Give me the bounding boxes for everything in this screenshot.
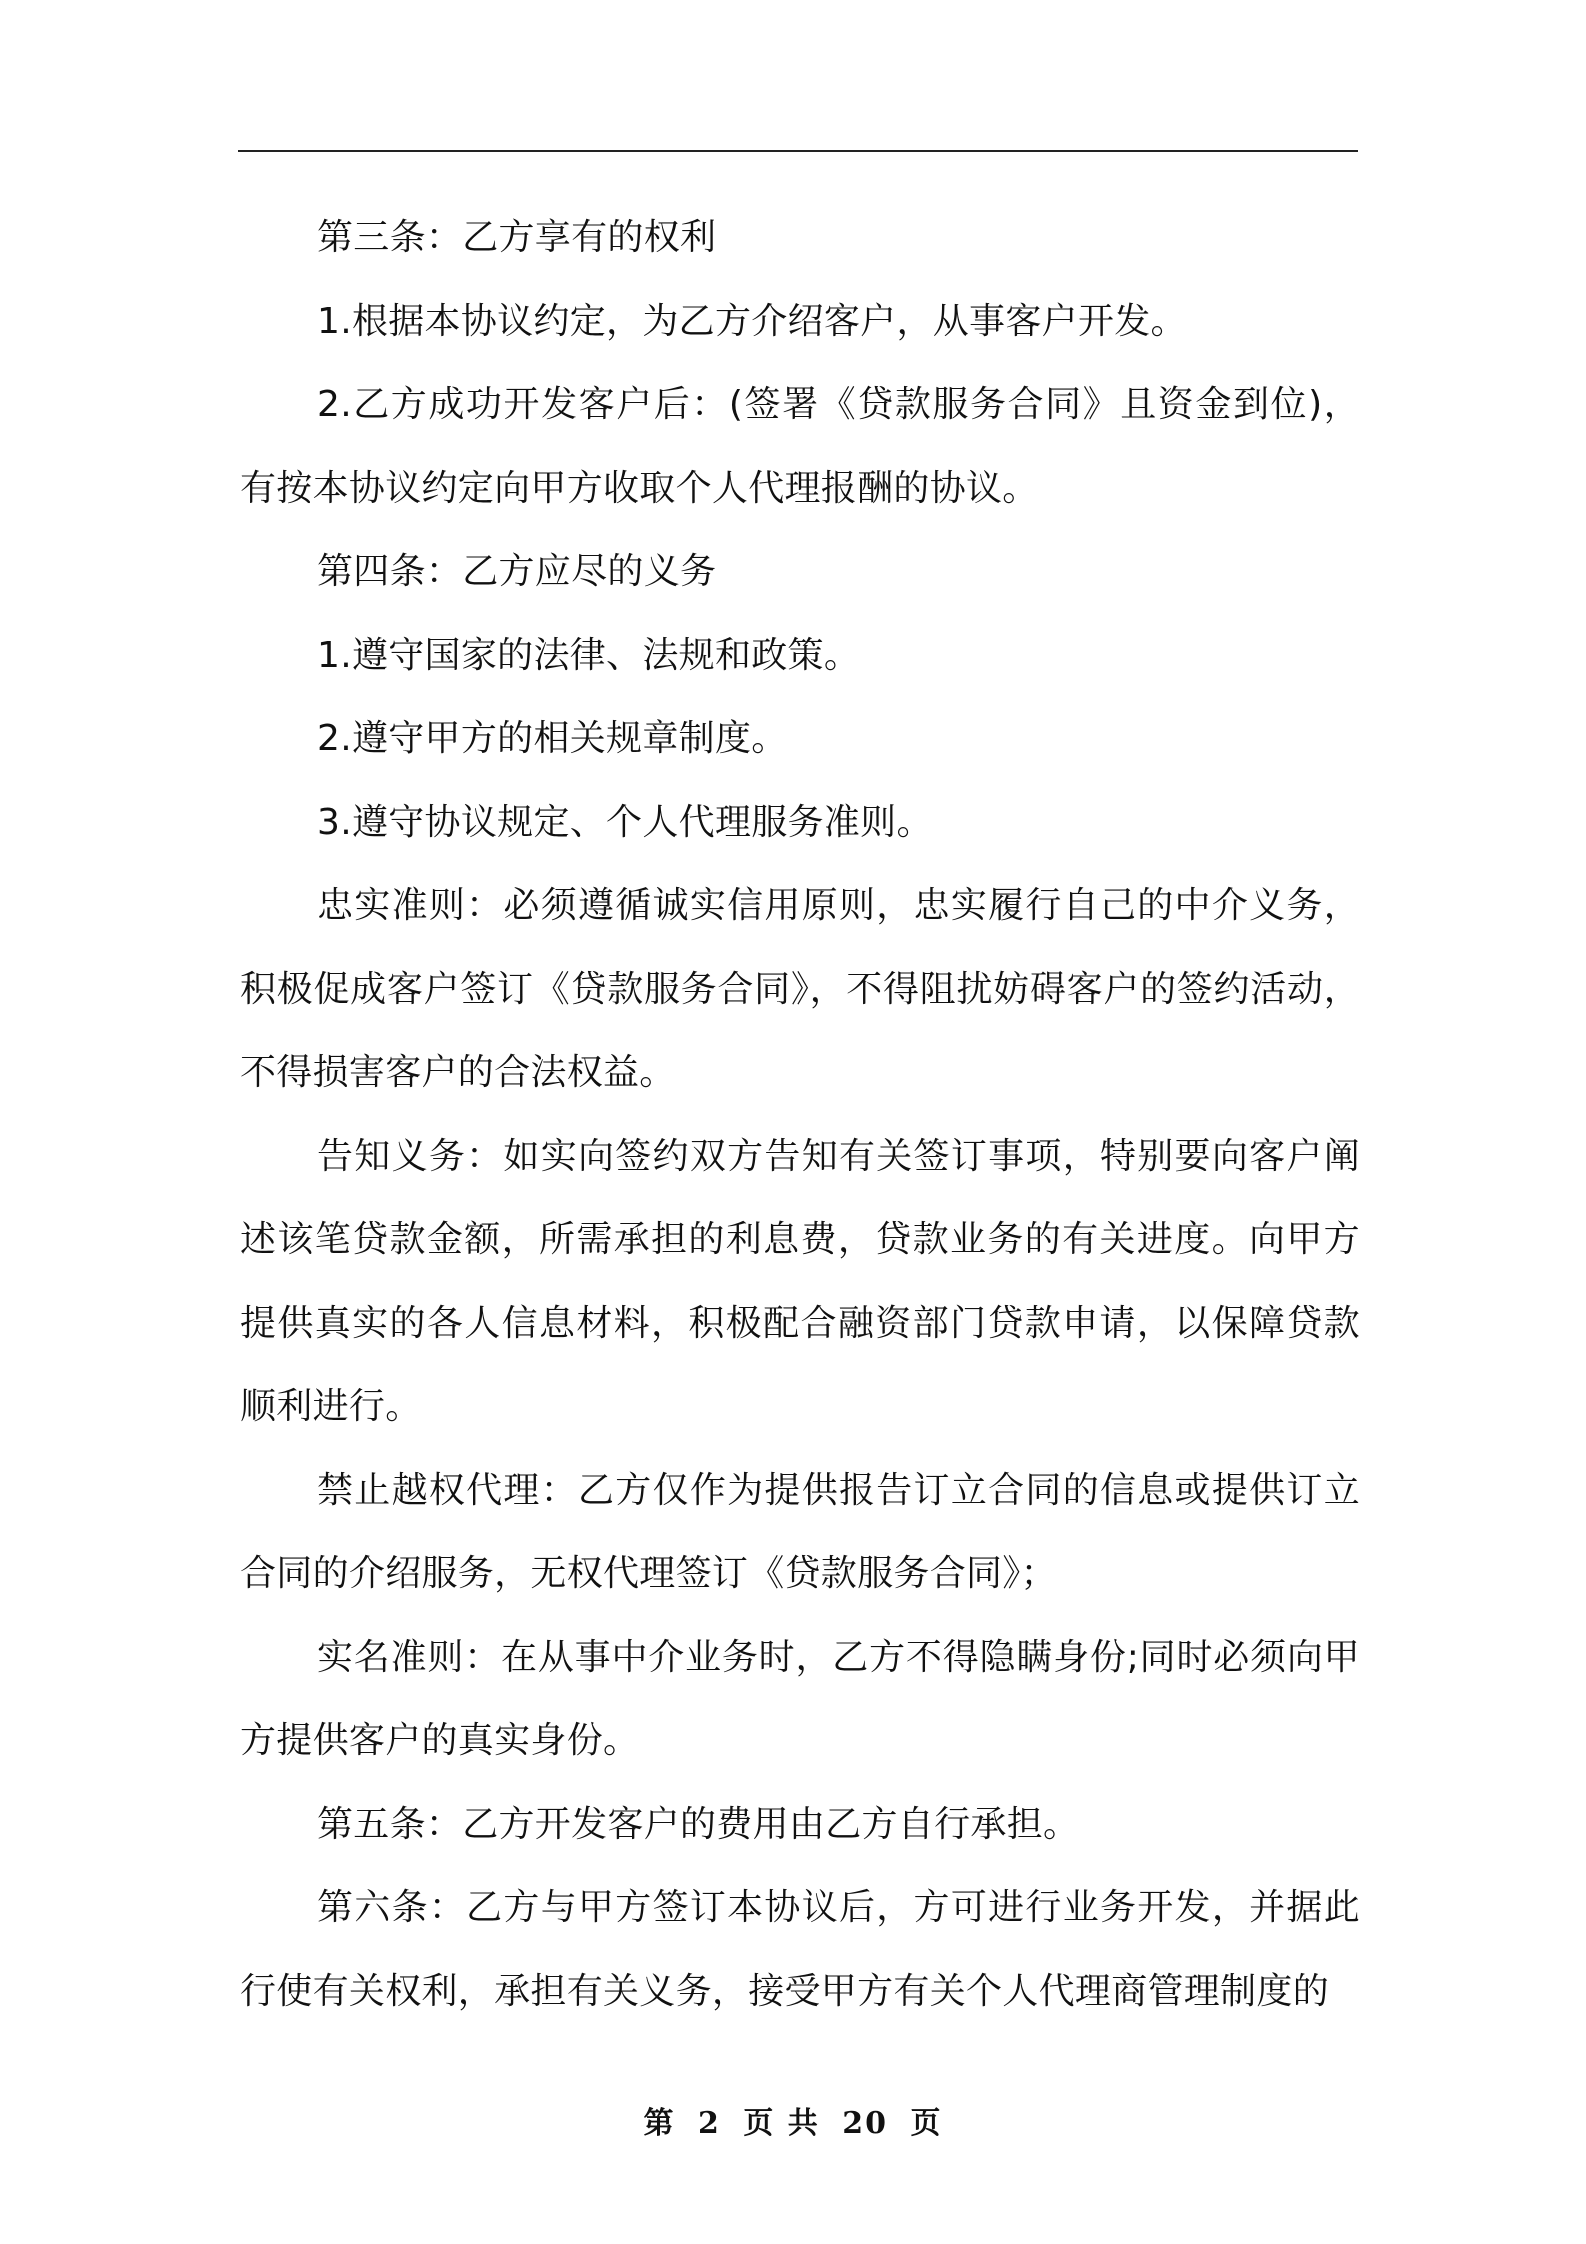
paragraph-no-unauthorized-agency: 禁止越权代理：乙方仅作为提供报告订立合同的信息或提供订立合同的介绍服务，无权代理签订《贷款服务合同》； bbox=[240, 1469, 1360, 1594]
footer-suffix: 页 bbox=[910, 2106, 943, 2141]
page-number-footer bbox=[0, 2098, 1586, 2142]
paragraph-article-3-item-1: 1.根据本协议约定，为乙方介绍客户，从事客户开发。 bbox=[317, 300, 1187, 342]
header-rule bbox=[238, 150, 1358, 152]
paragraph-real-name-rule: 实名准则：在从事中介业务时，乙方不得隐瞒身份;同时必须向甲方提供客户的真实身份。 bbox=[240, 1636, 1360, 1761]
paragraph-article-6: 第六条：乙方与甲方签订本协议后，方可进行业务开发，并据此行使有关权利，承担有关义务，接受甲方有关个人代理商管理制度的 bbox=[240, 1887, 1360, 2012]
paragraph-loyalty-rule: 忠实准则：必须遵循诚实信用原则，忠实履行自己的中介义务，积极促成客户签订《贷款服务合同》，不得阻扰妨碍客户的签约活动，不得损害客户的合法权益。 bbox=[240, 885, 1360, 1093]
footer-prefix: 第 bbox=[643, 2106, 676, 2141]
paragraph-disclosure-duty: 告知义务：如实向签约双方告知有关签订事项，特别要向客户阐述该笔贷款金额，所需承担的利息费，贷款业务的有关进度。向甲方提供真实的各人信息材料，积极配合融资部门贷款申请，以保障贷款顺利进行。 bbox=[240, 1135, 1360, 1427]
paragraph-article-4-item-2: 2.遵守甲方的相关规章制度。 bbox=[317, 718, 788, 759]
footer-total-pages: 20 bbox=[842, 2106, 888, 2141]
paragraph-article-3-title: 第三条：乙方享有的权利 bbox=[317, 217, 717, 258]
paragraph-article-4-item-3: 3.遵守协议规定、个人代理服务准则。 bbox=[317, 801, 933, 843]
document-body bbox=[240, 196, 1360, 2033]
paragraph-article-4-item-1: 1.遵守国家的法律、法规和政策。 bbox=[317, 634, 861, 676]
paragraph-article-5: 第五条：乙方开发客户的费用由乙方自行承担。 bbox=[317, 1803, 1080, 1845]
paragraph-article-4-title: 第四条：乙方应尽的义务 bbox=[317, 551, 717, 592]
footer-middle: 页 共 bbox=[743, 2106, 820, 2141]
footer-current-page: 2 bbox=[698, 2106, 721, 2141]
paragraph-article-3-item-2: 2.乙方成功开发客户后：(签署《贷款服务合同》且资金到位)，有按本协议约定向甲方收取个人代理报酬的协议。 bbox=[240, 384, 1361, 509]
